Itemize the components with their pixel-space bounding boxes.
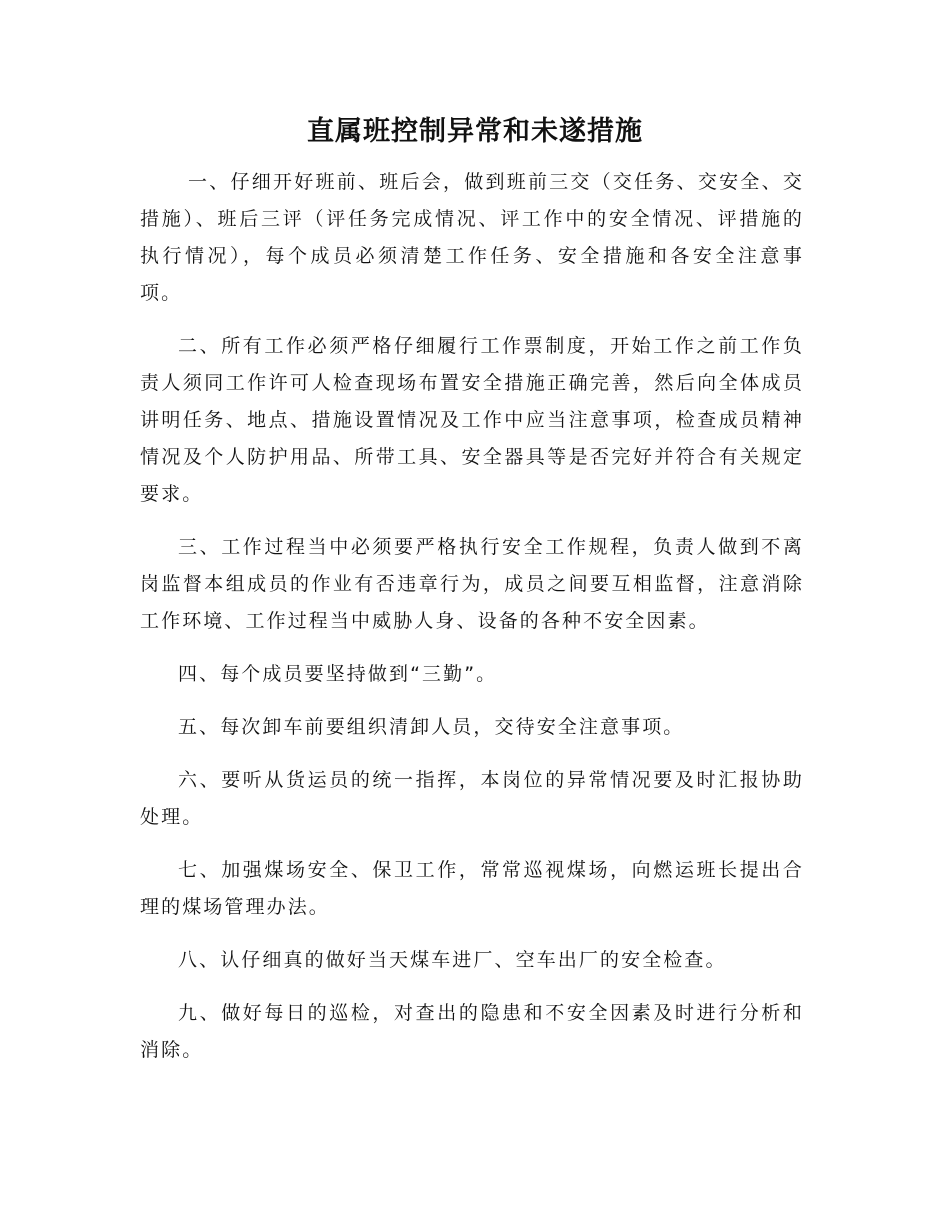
document-title: 直属班控制异常和未遂措施 [307,116,643,147]
document-body [140,164,804,1085]
paragraph-6: 六、要听从货运员的统一指挥，本岗位的异常情况要及时汇报协助处理。 [140,769,804,828]
paragraph-9: 九、做好每日的巡检，对查出的隐患和不安全因素及时进行分析和消除。 [140,1002,804,1061]
paragraph-4: 四、每个成员要坚持做到“三勤”。 [178,663,498,685]
paragraph-5: 五、每次卸车前要组织清卸人员，交待安全注意事项。 [178,716,685,738]
paragraph-2: 二、所有工作必须严格仔细履行工作票制度，开始工作之前工作负责人须同工作许可人检查现场布置安全措施正确完善，然后向全体成员讲明任务、地点、措施设置情况及工作中应当注意事项，检查成员精神情况及个人防护用品、所带工具、安全器具等是否完好并符合有关规定要求。 [140,335,804,505]
paragraph-1: 一、仔细开好班前、班后会，做到班前三交（交任务、交安全、交措施）、班后三评（评任务完成情况、评工作中的安全情况、评措施的执行情况），每个成员必须清楚工作任务、安全措施和各安全注意事项。 [140,171,804,304]
paragraph-7: 七、加强煤场安全、保卫工作，常常巡视煤场，向燃运班长提出合理的煤场管理办法。 [140,859,804,918]
paragraph-3: 三、工作过程当中必须要严格执行安全工作规程，负责人做到不离岗监督本组成员的作业有否违章行为，成员之间要互相监督，注意消除工作环境、工作过程当中威胁人身、设备的各种不安全因素。 [140,536,804,632]
paragraph-8: 八、认仔细真的做好当天煤车进厂、空车出厂的安全检查。 [178,949,727,971]
